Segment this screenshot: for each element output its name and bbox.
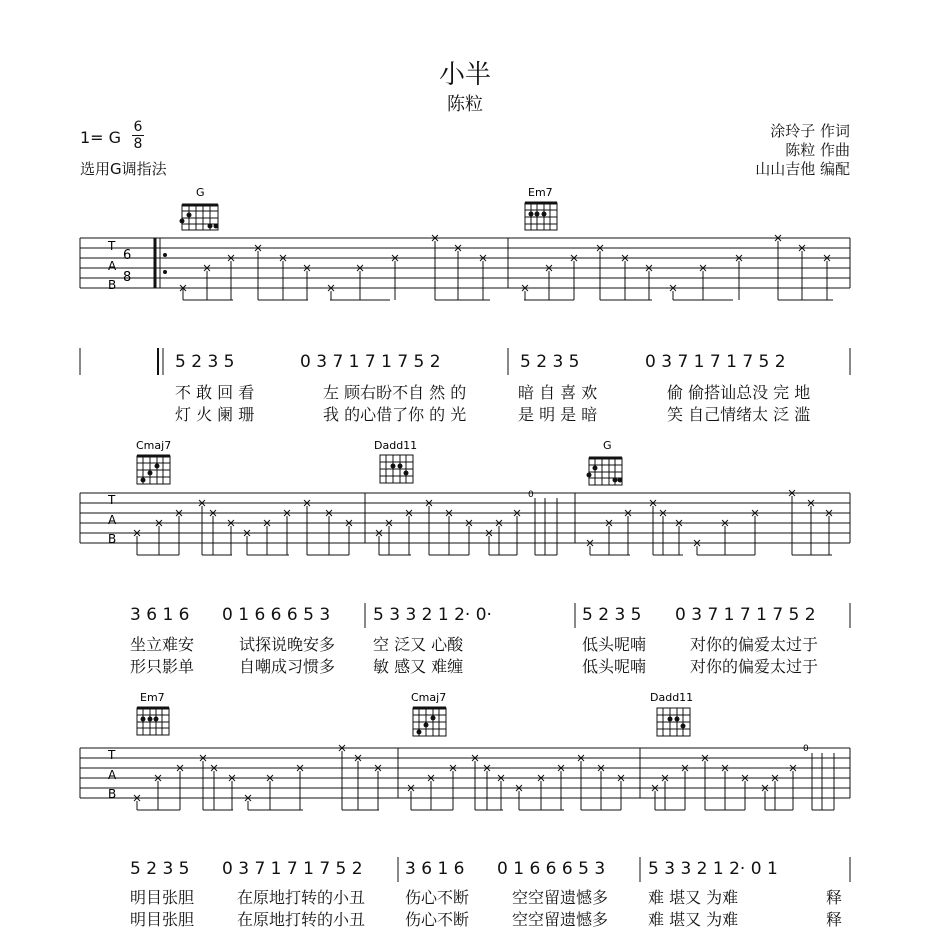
lyric-s3-l1-e: 难 堪又 为难 — [648, 888, 739, 907]
lyric-s3-l1-a: 明目张胆 — [130, 888, 195, 907]
chord-label-g-1: G — [196, 186, 205, 199]
jianpu-s3-m1b: 0 3 7 1 7 1 7 5 2 — [222, 859, 363, 879]
tab-timesig-8: 8 — [123, 270, 132, 285]
chord-diagram-em7-1 — [525, 203, 557, 230]
lyric-s1-l1-b: 左 顾右盼不自 然 的 — [323, 383, 467, 402]
lyric-s2-l1-c: 空 泛又 心酸 — [373, 635, 464, 654]
chord-label-g-2: G — [603, 439, 612, 452]
chord-label-em7-2: Em7 — [140, 691, 165, 704]
jianpu-s3-m2b: 0 1 6 6 6 5 3 — [497, 859, 606, 879]
lyric-s1-l2-a: 灯 火 阑 珊 — [175, 405, 255, 424]
lyric-s2-l2-b: 自嘲成习惯多 — [239, 657, 336, 676]
chord-diagram-em7-2 — [137, 708, 169, 735]
jianpu-s1-m1a: 5 2 3 5 — [175, 352, 235, 372]
tab-label-t-3: T — [108, 748, 116, 762]
lyric-s3-l2-a: 明目张胆 — [130, 910, 195, 929]
tab-label-b-2: B — [108, 532, 117, 546]
lyric-s3-l1-c: 伤心不断 — [405, 888, 470, 907]
jianpu-s3-m2a: 3 6 1 6 — [405, 859, 465, 879]
chord-label-cmaj7-1: Cmaj7 — [136, 439, 172, 452]
chord-label-dadd11-1: Dadd11 — [374, 439, 418, 452]
jianpu-s3-m1a: 5 2 3 5 — [130, 859, 190, 879]
lyric-s1-l2-d: 笑 自己情绪太 泛 滥 — [667, 405, 811, 424]
lyric-s3-l2-f: 释 — [826, 910, 843, 929]
lyric-s1-l1-a: 不 敢 回 看 — [175, 383, 255, 402]
composer-credit: 陈粒 作曲 — [785, 141, 850, 159]
lyric-s2-l2-c: 敏 感又 难缠 — [373, 657, 464, 676]
lyric-s2-l1-e: 对你的偏爱太过于 — [690, 635, 819, 654]
lyric-s3-l1-f: 释 — [826, 888, 843, 907]
tab-staff-3 — [80, 748, 850, 798]
jianpu-s2-m1b: 0 1 6 6 6 5 3 — [222, 605, 331, 625]
lyric-s1-l2-b: 我 的心借了你 的 光 — [323, 405, 467, 424]
time-signature-bottom: 8 — [133, 136, 143, 152]
svg-text:0: 0 — [528, 490, 534, 500]
jianpu-s3-m3: 5 3 3 2 1 2· 0 1 — [648, 859, 778, 879]
lyric-s3-l2-d: 空空留遗憾多 — [512, 910, 609, 929]
lyric-s2-l2-a: 形只影单 — [130, 657, 195, 676]
tab-label-a-3: A — [108, 768, 117, 782]
lyric-s2-l1-d: 低头呢喃 — [582, 635, 647, 654]
lyric-s1-l1-d: 偷 偷搭讪总没 完 地 — [667, 383, 811, 402]
chord-diagram-g-1 — [182, 205, 218, 230]
tab-label-t: T — [108, 239, 116, 253]
lyric-s3-l2-b: 在原地打转的小丑 — [237, 910, 366, 929]
lyric-s2-l2-e: 对你的偏爱太过于 — [690, 657, 819, 676]
lyric-s3-l2-c: 伤心不断 — [405, 910, 470, 929]
jianpu-s1-m2a: 5 2 3 5 — [520, 352, 580, 372]
jianpu-s2-m1a: 3 6 1 6 — [130, 605, 190, 625]
tab-label-b: B — [108, 278, 117, 292]
svg-text:0: 0 — [803, 744, 809, 754]
tab-timesig-6: 6 — [123, 248, 132, 263]
tab-staff-2 — [80, 493, 850, 543]
chord-label-cmaj7-2: Cmaj7 — [411, 691, 447, 704]
jianpu-s1-m1b: 0 3 7 1 7 1 7 5 2 — [300, 352, 441, 372]
lyric-s1-l2-c: 是 明 是 暗 — [518, 405, 598, 424]
chord-label-em7-1: Em7 — [528, 186, 553, 199]
jianpu-s1-m2b: 0 3 7 1 7 1 7 5 2 — [645, 352, 786, 372]
jianpu-s2-m3a: 5 2 3 5 — [582, 605, 642, 625]
jianpu-s2-m3b: 0 3 7 1 7 1 7 5 2 — [675, 605, 816, 625]
lyric-s2-l1-b: 试探说晚安多 — [239, 635, 336, 654]
tab-label-b-3: B — [108, 787, 117, 801]
lyric-s3-l1-d: 空空留遗憾多 — [512, 888, 609, 907]
song-title: 小半 — [438, 60, 491, 90]
tab-label-a: A — [108, 259, 117, 273]
chord-label-dadd11-2: Dadd11 — [650, 691, 694, 704]
lyricist-credit: 涂玲子 作词 — [770, 122, 850, 140]
key-signature: 1= G — [80, 128, 122, 147]
jianpu-s2-m2: 5 3 3 2 1 2· 0· — [373, 605, 492, 625]
arranger-credit: 山山吉他 编配 — [755, 160, 850, 178]
artist-name: 陈粒 — [447, 94, 483, 115]
lyric-s2-l1-a: 坐立难安 — [130, 635, 195, 654]
chord-diagram-dadd11-2 — [657, 708, 690, 736]
chord-diagram-dadd11-1 — [380, 455, 413, 483]
time-signature-top: 6 — [133, 119, 143, 135]
lyric-s3-l1-b: 在原地打转的小丑 — [237, 888, 366, 907]
lyric-s3-l2-e: 难 堪又 为难 — [648, 910, 739, 929]
lyric-s1-l1-c: 暗 自 喜 欢 — [518, 383, 598, 402]
tuning-method: 选用G调指法 — [80, 160, 167, 178]
tab-label-t-2: T — [108, 493, 116, 507]
tab-label-a-2: A — [108, 513, 117, 527]
lyric-s2-l2-d: 低头呢喃 — [582, 657, 647, 676]
